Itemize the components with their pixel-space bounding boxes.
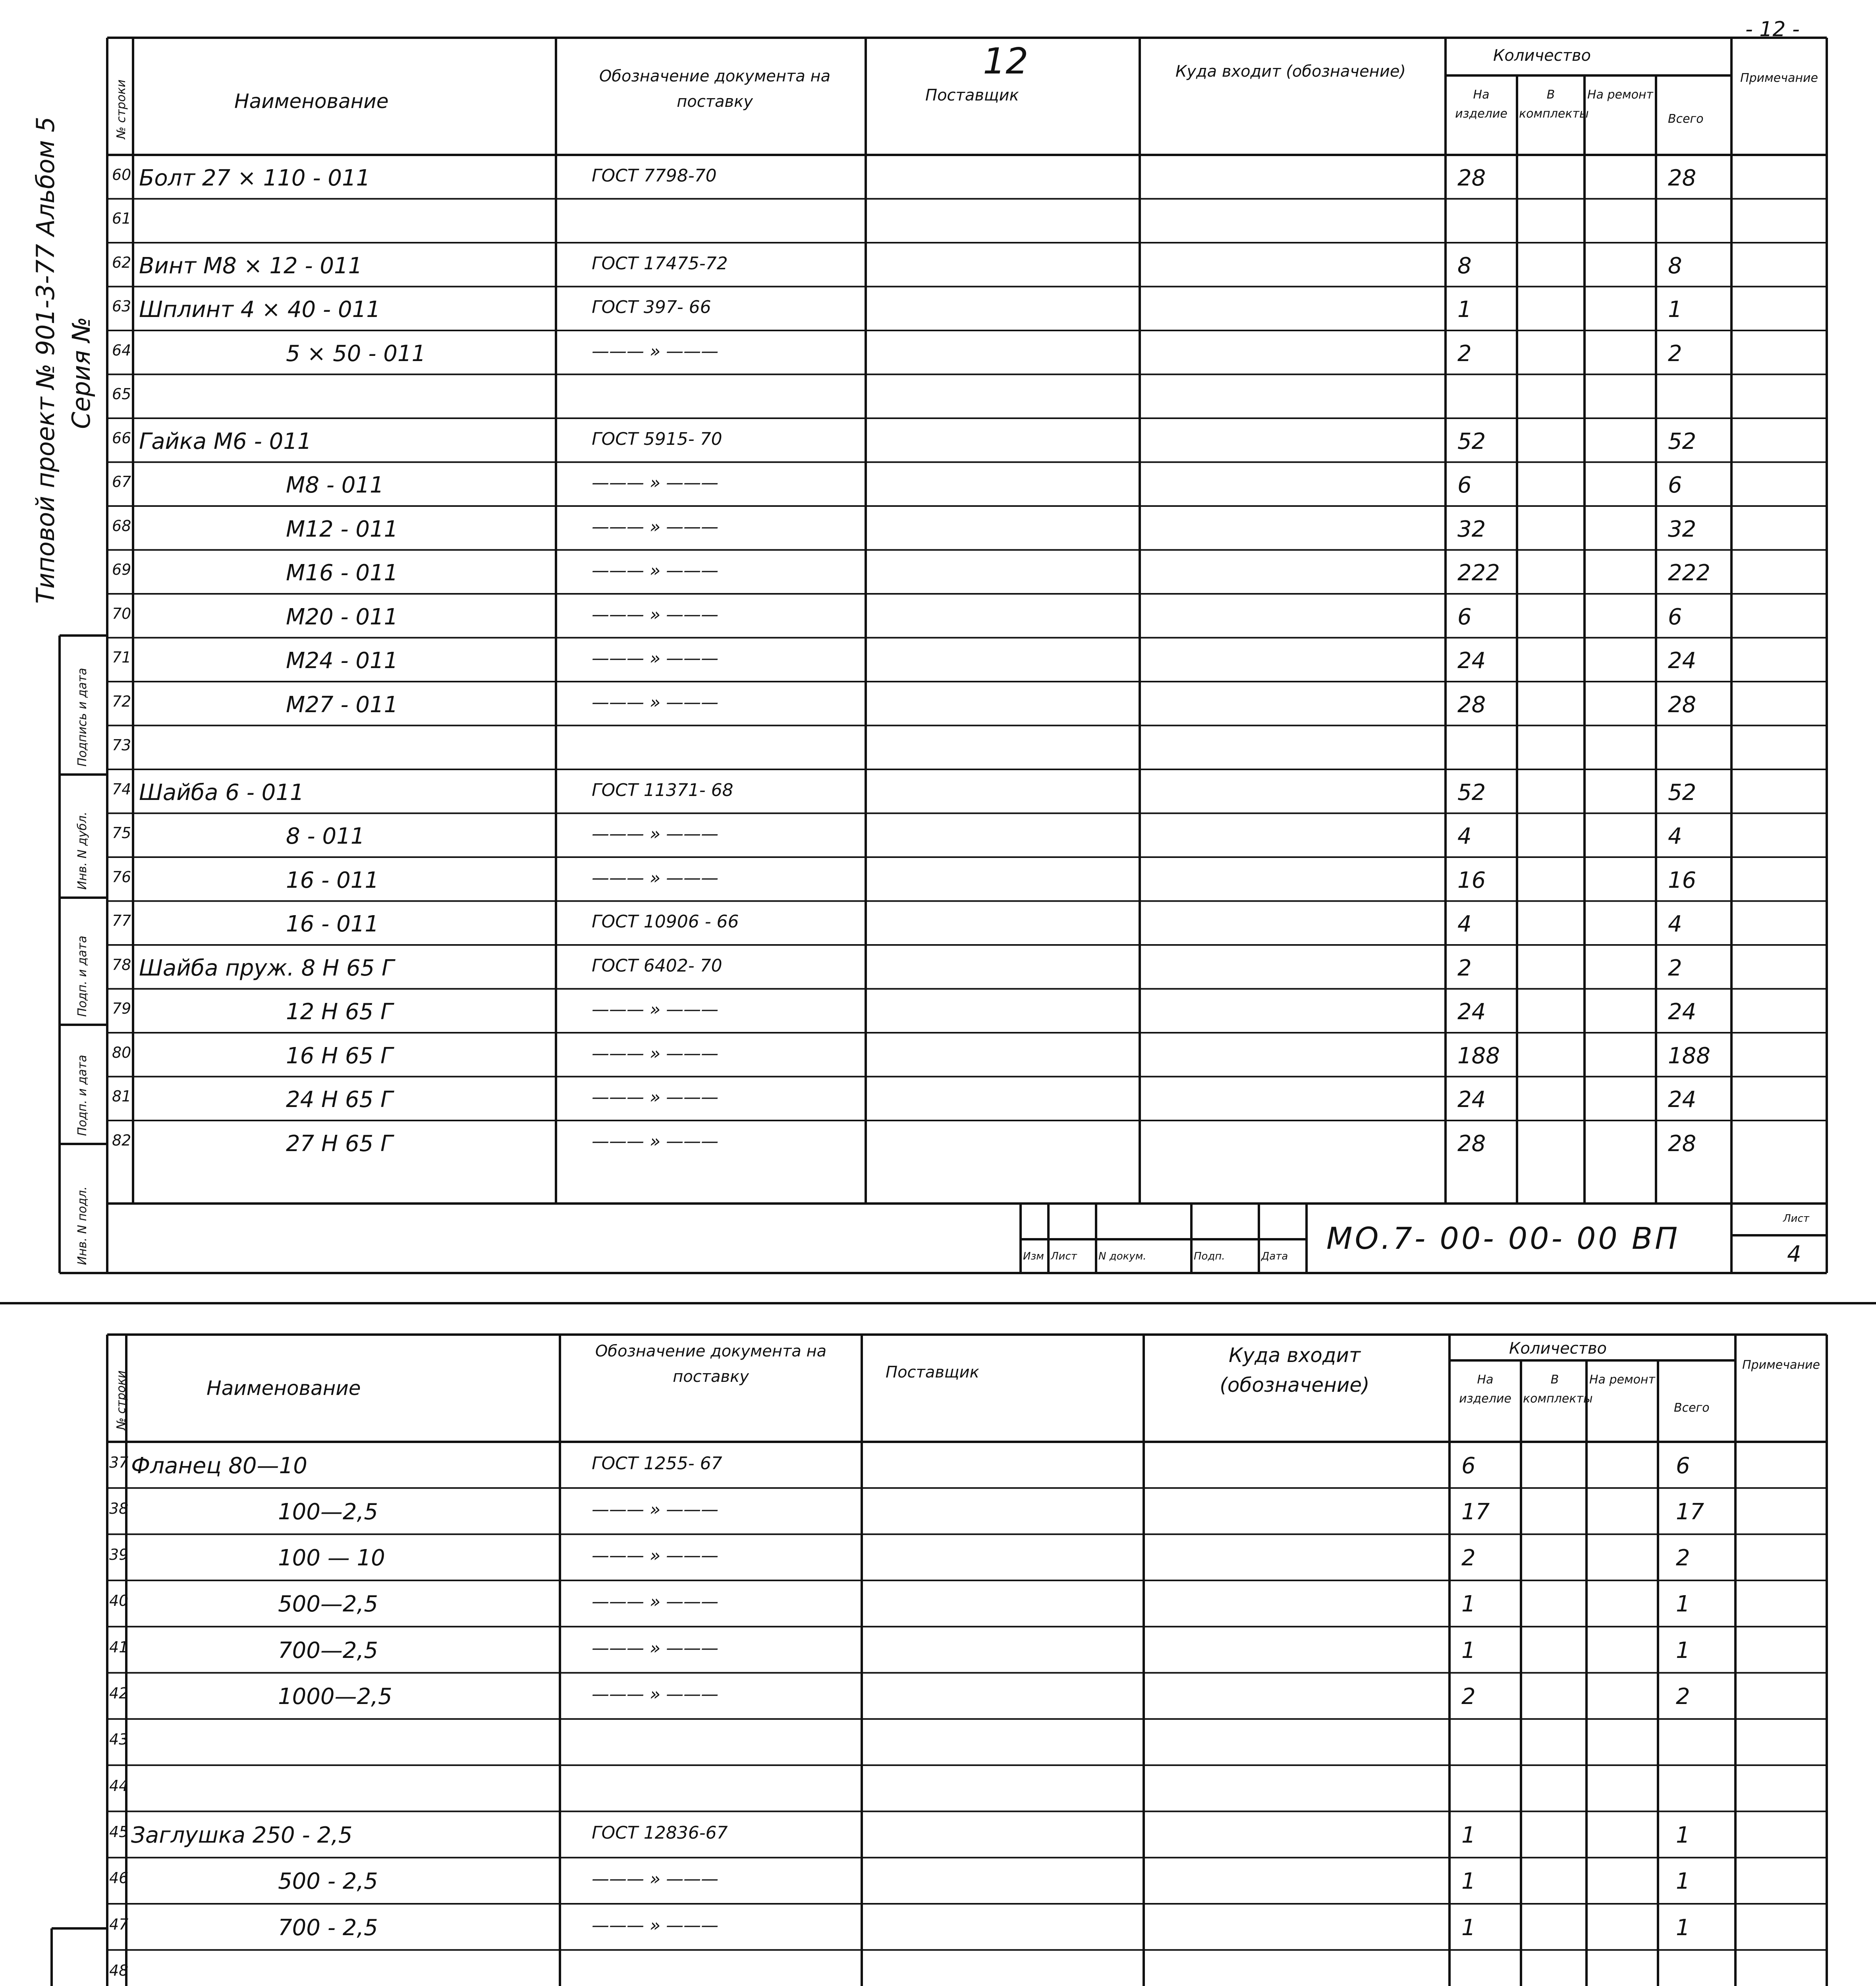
row-number: 47: [109, 1915, 129, 1933]
row-number: 81: [112, 1088, 131, 1105]
side-title-line1: Типовой проект № 901-3-77 Альбом 5: [31, 116, 60, 604]
qty-total: 6: [1668, 604, 1682, 630]
item-name: 700—2,5: [278, 1637, 378, 1663]
item-name: М12 - 011: [286, 516, 398, 542]
qty-total: 1: [1676, 1822, 1690, 1848]
qty-per-product: 1: [1457, 297, 1472, 323]
item-name: Фланец 80—10: [131, 1453, 307, 1479]
qty-per-product: 1: [1461, 1868, 1476, 1895]
item-name: Шайба 6 - 011: [139, 779, 304, 806]
doc-designation: ГОСТ 1255- 67: [592, 1453, 722, 1474]
side-title-line2: Серия №: [67, 317, 96, 429]
header-name: Наименование: [234, 90, 389, 113]
row-number: 64: [112, 341, 131, 359]
row-number: 75: [112, 824, 131, 842]
row-number: 37: [109, 1453, 129, 1471]
header-supplier: Поставщик: [925, 86, 1019, 104]
doc-designation: ——— » ———: [592, 648, 719, 669]
sheet-number: 4: [1787, 1241, 1801, 1267]
header-note: Примечание: [1740, 71, 1818, 85]
item-name: Шплинт 4 × 40 - 011: [139, 297, 380, 323]
item-name: 27 Н 65 Г: [286, 1130, 393, 1157]
row-number: 80: [112, 1043, 131, 1061]
qty-total: 16: [1668, 867, 1697, 893]
stamp-label: Изм: [1023, 1250, 1044, 1262]
qty-per-product: 17: [1461, 1499, 1490, 1525]
stamp-label: Подп.: [1194, 1250, 1225, 1262]
qty-per-product: 1: [1461, 1915, 1476, 1941]
row-number: 63: [112, 298, 131, 315]
item-name: 1000—2,5: [278, 1684, 392, 1710]
item-name: 100 — 10: [278, 1545, 385, 1571]
item-name: Гайка М6 - 011: [139, 428, 312, 454]
row-number: 41: [109, 1638, 129, 1656]
stamp-label: Дата: [1261, 1250, 1288, 1262]
item-name: М16 - 011: [286, 560, 398, 586]
item-name: 16 - 011: [286, 867, 379, 893]
qty-total: 24: [1668, 1087, 1697, 1113]
item-name: 16 Н 65 Г: [286, 1043, 393, 1069]
margin-label: Инв. N дубл.: [75, 811, 89, 890]
margin-label: Подп. и дата: [75, 935, 89, 1017]
qty-per-product: 1: [1461, 1637, 1476, 1663]
spec-sheet-3: [0, 1311, 1876, 1986]
doc-designation: ——— » ———: [592, 1131, 719, 1151]
qty-total: 2: [1668, 955, 1682, 981]
header-supplier: Поставщик: [886, 1363, 979, 1381]
row-number: 48: [109, 1961, 129, 1979]
qty-total: 6: [1668, 472, 1682, 498]
doc-designation: ——— » ———: [592, 692, 719, 713]
margin-label: Инв. N подл.: [75, 1186, 89, 1265]
qty-per-product: 2: [1457, 955, 1472, 981]
doc-designation: ——— » ———: [592, 1684, 719, 1705]
item-name: 500 - 2,5: [278, 1868, 378, 1895]
page-number: - 12 -: [1745, 17, 1800, 41]
doc-designation: ——— » ———: [592, 604, 719, 625]
qty-total: 188: [1668, 1043, 1710, 1069]
doc-designation: ——— » ———: [592, 1638, 719, 1658]
qty-per-product: 6: [1457, 472, 1472, 498]
doc-designation: ——— » ———: [592, 1869, 719, 1889]
qty-per-product: 4: [1457, 911, 1472, 937]
qty-per-product: 2: [1461, 1545, 1476, 1571]
qty-per-product: 52: [1457, 428, 1486, 454]
qty-total: 1: [1676, 1915, 1690, 1941]
row-number: 38: [109, 1499, 129, 1517]
qty-total: 8: [1668, 253, 1682, 279]
doc-designation: ——— » ———: [592, 1087, 719, 1108]
qty-per-product: 28: [1457, 692, 1486, 718]
qty-per-product: 2: [1457, 340, 1472, 367]
qty-per-product: 8: [1457, 253, 1472, 279]
row-number: 43: [109, 1731, 129, 1748]
doc-designation: ГОСТ 6402- 70: [592, 955, 722, 976]
sheet-label: Лист: [1783, 1213, 1809, 1225]
header-note: Примечание: [1742, 1358, 1820, 1372]
item-name: 12 Н 65 Г: [286, 999, 393, 1025]
row-number: 78: [112, 956, 131, 974]
row-number: 40: [109, 1592, 129, 1610]
doc-designation: ——— » ———: [592, 824, 719, 844]
header-q-kits: В комплекты: [1523, 1373, 1593, 1406]
doc-designation: ——— » ———: [592, 999, 719, 1020]
qty-per-product: 32: [1457, 516, 1486, 542]
row-number: 42: [109, 1685, 129, 1702]
big-number: 12: [983, 41, 1029, 82]
qty-per-product: 28: [1457, 165, 1486, 191]
item-name: 8 - 011: [286, 823, 365, 850]
header-doc-designation: Обозначение документа на поставку: [599, 67, 831, 111]
row-number: 72: [112, 692, 131, 710]
doc-designation: ——— » ———: [592, 1043, 719, 1064]
item-name: 16 - 011: [286, 911, 379, 937]
row-number: 79: [112, 1000, 131, 1018]
qty-per-product: 16: [1457, 867, 1486, 893]
header-row-no: № строки: [114, 79, 128, 139]
qty-per-product: 6: [1461, 1453, 1476, 1479]
margin-label: Подп. и дата: [75, 1055, 89, 1136]
qty-per-product: 24: [1457, 999, 1486, 1025]
item-name: 24 Н 65 Г: [286, 1087, 393, 1113]
doc-designation: ——— » ———: [592, 1592, 719, 1612]
doc-designation: ——— » ———: [592, 341, 719, 361]
qty-total: 52: [1668, 428, 1697, 454]
row-number: 65: [112, 385, 131, 403]
qty-per-product: 52: [1457, 779, 1486, 806]
doc-designation: ——— » ———: [592, 560, 719, 581]
row-number: 60: [112, 166, 131, 184]
header-q-total: Всего: [1668, 112, 1704, 126]
header-q-product: На изделие: [1455, 88, 1507, 121]
item-name: М24 - 011: [286, 648, 398, 674]
doc-designation: ГОСТ 10906 - 66: [592, 912, 739, 932]
stamp-label: Лист: [1051, 1250, 1077, 1262]
qty-total: 17: [1676, 1499, 1704, 1525]
header-q-total: Всего: [1674, 1401, 1710, 1415]
row-number: 82: [112, 1131, 131, 1149]
qty-total: 1: [1676, 1637, 1690, 1663]
qty-per-product: 6: [1457, 604, 1472, 630]
qty-total: 28: [1668, 1130, 1697, 1157]
row-number: 66: [112, 429, 131, 447]
header-doc-designation: Обозначение документа на поставку: [595, 1342, 827, 1386]
row-number: 67: [112, 473, 131, 491]
qty-total: 6: [1676, 1453, 1690, 1479]
item-name: 100—2,5: [278, 1499, 378, 1525]
qty-total: 2: [1668, 340, 1682, 367]
qty-total: 24: [1668, 999, 1697, 1025]
item-name: 5 × 50 - 011: [286, 340, 426, 367]
row-number: 73: [112, 736, 131, 754]
item-name: 700 - 2,5: [278, 1915, 378, 1941]
row-number: 39: [109, 1546, 129, 1564]
doc-designation: ГОСТ 11371- 68: [592, 780, 733, 800]
header-name: Наименование: [207, 1377, 361, 1400]
item-name: М20 - 011: [286, 604, 398, 630]
doc-designation: ——— » ———: [592, 1546, 719, 1566]
qty-total: 2: [1676, 1545, 1690, 1571]
qty-per-product: 1: [1461, 1822, 1476, 1848]
qty-total: 222: [1668, 560, 1710, 586]
qty-per-product: 4: [1457, 823, 1472, 850]
header-destination: Куда входит (обозначение): [1220, 1344, 1370, 1397]
doc-designation: ГОСТ 397- 66: [592, 297, 711, 318]
qty-total: 1: [1668, 297, 1682, 323]
doc-designation: ——— » ———: [592, 1915, 719, 1936]
doc-designation: ГОСТ 12836-67: [592, 1822, 728, 1843]
qty-per-product: 222: [1457, 560, 1500, 586]
qty-total: 28: [1668, 165, 1697, 191]
header-q-repair: На ремонт: [1589, 1373, 1656, 1387]
row-number: 46: [109, 1869, 129, 1887]
doc-designation: ——— » ———: [592, 867, 719, 888]
row-number: 71: [112, 649, 131, 667]
row-number: 44: [109, 1777, 129, 1795]
stamp-label: N докум.: [1098, 1250, 1146, 1262]
doc-designation: ——— » ———: [592, 516, 719, 537]
header-destination: Куда входит (обозначение): [1175, 62, 1406, 81]
qty-total: 1: [1676, 1591, 1690, 1617]
header-row-no: № строки: [114, 1370, 128, 1430]
qty-total: 52: [1668, 779, 1697, 806]
row-number: 61: [112, 210, 131, 228]
header-q-kits: В комплекты: [1519, 88, 1589, 121]
doc-designation: ——— » ———: [592, 473, 719, 493]
header-quantity: Количество: [1493, 46, 1591, 65]
row-number: 76: [112, 868, 131, 886]
row-number: 70: [112, 605, 131, 622]
row-number: 45: [109, 1823, 129, 1841]
qty-per-product: 24: [1457, 1087, 1486, 1113]
header-q-repair: На ремонт: [1587, 88, 1654, 102]
row-number: 69: [112, 561, 131, 579]
margin-label: Подпись и дата: [75, 668, 89, 767]
qty-total: 32: [1668, 516, 1697, 542]
qty-total: 2: [1676, 1684, 1690, 1710]
row-number: 68: [112, 517, 131, 535]
qty-per-product: 188: [1457, 1043, 1500, 1069]
qty-per-product: 2: [1461, 1684, 1476, 1710]
doc-designation: ——— » ———: [592, 1499, 719, 1520]
row-number: 77: [112, 912, 131, 930]
item-name: Шайба пруж. 8 Н 65 Г: [139, 955, 394, 981]
item-name: 500—2,5: [278, 1591, 378, 1617]
row-number: 74: [112, 780, 131, 798]
qty-total: 4: [1668, 911, 1682, 937]
qty-total: 28: [1668, 692, 1697, 718]
doc-designation: ГОСТ 17475-72: [592, 253, 728, 274]
item-name: Болт 27 × 110 - 011: [139, 165, 371, 191]
header-q-product: На изделие: [1459, 1373, 1511, 1406]
item-name: М8 - 011: [286, 472, 384, 498]
qty-per-product: 28: [1457, 1130, 1486, 1157]
item-name: Винт М8 × 12 - 011: [139, 253, 363, 279]
doc-designation: ГОСТ 5915- 70: [592, 429, 722, 449]
header-quantity: Количество: [1509, 1339, 1607, 1358]
item-name: М27 - 011: [286, 692, 398, 718]
qty-total: 1: [1676, 1868, 1690, 1895]
item-name: Заглушка 250 - 2,5: [131, 1822, 353, 1848]
doc-code: МО.7- 00- 00- 00 ВП: [1326, 1221, 1680, 1256]
row-number: 62: [112, 253, 131, 271]
doc-designation: ГОСТ 7798-70: [592, 165, 717, 186]
sheet-separator: [0, 1302, 1876, 1304]
qty-per-product: 24: [1457, 648, 1486, 674]
qty-per-product: 1: [1461, 1591, 1476, 1617]
qty-total: 4: [1668, 823, 1682, 850]
qty-total: 24: [1668, 648, 1697, 674]
